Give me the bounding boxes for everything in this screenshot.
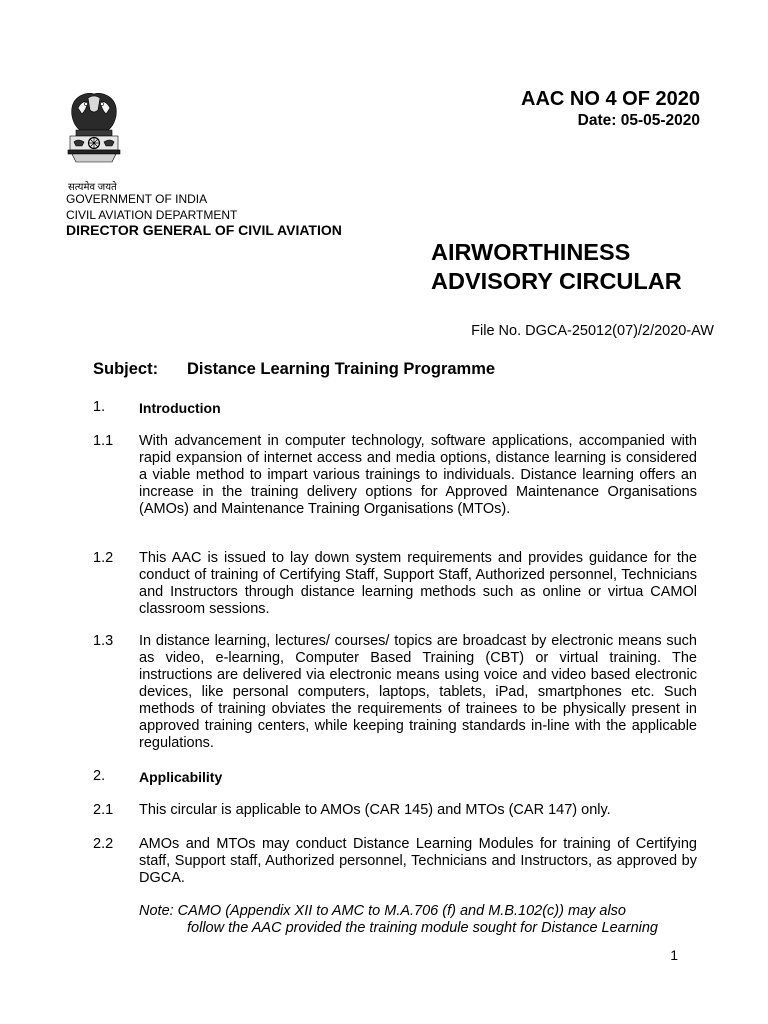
note-line-2: follow the AAC provided the training module sought for Distance Learning	[187, 920, 658, 936]
section-number: 2.	[93, 768, 106, 784]
paragraph-number: 1.1	[93, 433, 114, 449]
section-heading: Applicability	[139, 769, 223, 785]
directorate-line: DIRECTOR GENERAL OF CIVIL AVIATION	[66, 222, 342, 238]
note-block	[139, 903, 697, 937]
paragraph-1-2: This AAC is issued to lay down system requirements and provides guidance for the conduct of training of Certifying Staff, Support Staff, Authorized personnel, Technicians and Instructors through distance learning methods such as online or virtua CAMOl classroom sessions.	[139, 550, 697, 617]
subject-line	[93, 360, 495, 379]
emblem-motto: सत्यमेव जयते	[68, 182, 117, 193]
page-number: 1	[670, 947, 678, 963]
paragraph-number: 1.2	[93, 550, 114, 566]
paragraph-2-1: This circular is applicable to AMOs (CAR 145) and MTOs (CAR 147) only.	[139, 802, 611, 818]
subject-text: Distance Learning Training Programme	[187, 360, 496, 378]
circular-number: AAC NO 4 OF 2020	[521, 88, 700, 110]
paragraph-1-3: In distance learning, lectures/ courses/ topics are broadcast by electronic means such as video, e-learning, Computer Based Training (CBT) or virtual training. The instructions are delivered via electronic means using voice and video based electronic devices, like personal computers, laptops, tablets, iPad, smartphones etc. Such methods of training obviates the requirements of trainees to be physically present in approved training centers, while keeping training standards in-line with the applicable regulations.	[139, 633, 697, 751]
subject-label: Subject:	[93, 360, 159, 378]
document-title	[431, 238, 682, 296]
title-line-1: AIRWORTHINESS	[431, 239, 631, 265]
section-heading: Introduction	[139, 400, 221, 416]
paragraph-number: 2.1	[93, 802, 114, 818]
government-line: GOVERNMENT OF INDIA	[66, 192, 208, 206]
paragraph-2-2: AMOs and MTOs may conduct Distance Learning Modules for training of Certifying staff, Support staff, Authorized personnel, Technicians and Instructors, as approved by DGCA.	[139, 836, 697, 886]
circular-date: Date: 05-05-2020	[577, 112, 700, 129]
department-line: CIVIL AVIATION DEPARTMENT	[66, 208, 238, 222]
paragraph-number: 2.2	[93, 836, 114, 852]
paragraph-number: 1.3	[93, 633, 114, 649]
paragraph-1-1: With advancement in computer technology, software applications, accompanied with rapid expansion of internet access and media options, distance learning is considered a viable method to impart various trainings to individuals. Distance learning offers an increase in the training delivery options for Approved Maintenance Organisations (AMOs) and Maintenance Training Organisations (MTOs).	[139, 433, 697, 517]
section-number: 1.	[93, 399, 106, 415]
note-line-1: Note: CAMO (Appendix XII to AMC to M.A.706 (f) and M.B.102(c)) may also	[139, 903, 626, 919]
file-number: File No. DGCA-25012(07)/2/2020-AW	[471, 323, 714, 339]
title-line-2: ADVISORY CIRCULAR	[431, 268, 682, 294]
